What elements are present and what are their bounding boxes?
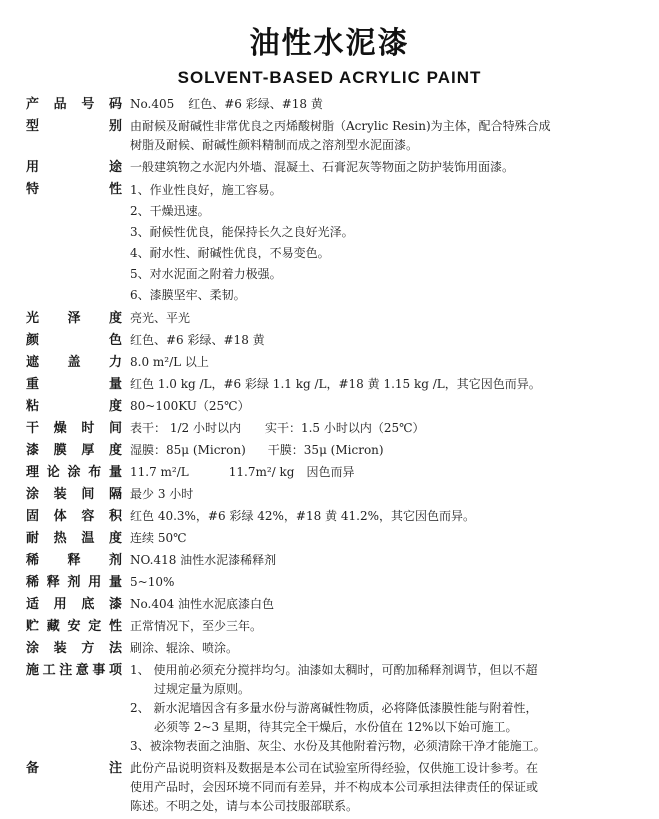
row-recoat-interval [26, 485, 636, 504]
row-remarks [26, 759, 636, 816]
remarks-line: 使用产品时，会因环境不同而有差异，并不构成本公司承担法律责任的保证或 [130, 780, 539, 794]
value-color: 红色、#6 彩绿、#18 黄 [130, 333, 265, 347]
value-application: 刷涂、辊涂、喷涂。 [130, 641, 239, 655]
label-solids: 固 体 容 积 [26, 509, 122, 524]
row-weight [26, 375, 636, 394]
row-theoretical-coverage [26, 463, 636, 482]
row-type [26, 117, 636, 155]
feature-item: 4、耐水性、耐碱性优良，不易变色。 [130, 246, 330, 260]
value-precautions [130, 661, 636, 756]
row-gloss [26, 309, 636, 328]
feature-item: 5、对水泥面之附着力极强。 [130, 267, 282, 281]
value-usage: 一般建筑物之水泥内外墙、混凝土、石膏泥灰等物面之防护装饰用面漆。 [130, 160, 515, 174]
value-recoat-interval: 最少 3 小时 [130, 487, 194, 501]
value-features [130, 180, 636, 306]
coverage-per-kg: 11.7m²/ kg [228, 465, 295, 479]
row-product-code [26, 95, 636, 114]
label-thinner-amount: 稀 释 剂 用 量 [26, 575, 122, 590]
value-heat-resistance: 连续 50℃ [130, 531, 187, 545]
label-heat-resistance: 耐 热 温 度 [26, 531, 122, 546]
feature-item: 6、漆膜坚牢、柔韧。 [130, 288, 246, 302]
label-theoretical-coverage: 理 论 涂 布 量 [26, 465, 122, 480]
spec-table [26, 95, 636, 819]
dry-film: 干膜：35μ (Micron) [267, 443, 384, 457]
value-thinner: NO.418 油性水泥漆稀释剂 [130, 553, 277, 567]
row-solids [26, 507, 636, 526]
wet-film: 湿膜：85μ (Micron) [130, 443, 246, 457]
row-heat-resistance [26, 529, 636, 548]
row-storage [26, 617, 636, 636]
type-line: 由耐候及耐碱性非常优良之丙烯酸树脂（Acrylic Resin)为主体，配合特殊合成 [130, 119, 551, 133]
row-thinner-amount [26, 573, 636, 592]
label-application: 涂 装 方 法 [26, 641, 122, 656]
surface-dry: 表干： 1/2 小时以内 [130, 421, 241, 435]
value-viscosity: 80~100KU（25℃） [130, 399, 250, 413]
value-coverage: 8.0 m²/L 以上 [130, 355, 209, 369]
value-weight: 红色 1.0 kg /L，#6 彩绿 1.1 kg /L，#18 黄 1.15 kg /L，其它因色而异。 [130, 377, 541, 391]
row-primer [26, 595, 636, 614]
coverage-per-liter: 11.7 m²/L [130, 465, 189, 479]
row-thinner [26, 551, 636, 570]
row-application [26, 639, 636, 658]
value-theoretical-coverage [130, 463, 636, 482]
label-coverage: 遮 盖 力 [26, 355, 122, 370]
remarks-line: 陈述。不明之处，请与本公司技服部联系。 [130, 799, 359, 813]
label-film-thickness: 漆 膜 厚 度 [26, 443, 122, 458]
remarks-line: 此份产品说明资料及数据是本公司在试验室所得经验，仅供施工设计参考。在 [130, 761, 539, 775]
row-features [26, 180, 636, 306]
feature-item: 1、作业性良好，施工容易。 [130, 183, 282, 197]
label-weight: 重 量 [26, 377, 122, 392]
row-precautions [26, 661, 636, 756]
value-film-thickness [130, 441, 636, 460]
value-drying-time [130, 419, 636, 438]
precaution-line: 1、 使用前必须充分搅拌均匀。油漆如太稠时，可酌加稀释剂调节，但以不超 [130, 663, 538, 677]
label-drying-time: 干 燥 时 间 [26, 421, 122, 436]
type-line: 树脂及耐候、耐碱性颜料精制而成之溶剂型水泥面漆。 [130, 138, 419, 152]
label-viscosity: 粘 度 [26, 399, 122, 414]
label-gloss: 光 泽 度 [26, 311, 122, 326]
label-features: 特 性 [26, 182, 122, 197]
label-usage: 用 途 [26, 160, 122, 175]
row-usage [26, 158, 636, 177]
row-viscosity [26, 397, 636, 416]
page-subtitle: SOLVENT-BASED ACRYLIC PAINT [177, 68, 482, 87]
value-thinner-amount: 5~10% [130, 575, 175, 589]
label-color: 颜 色 [26, 333, 122, 348]
hard-dry: 实干：1.5 小时以内（25℃） [264, 421, 425, 435]
value-storage: 正常情况下，至少三年。 [130, 619, 263, 633]
label-product-code: 产 品 号 码 [26, 97, 122, 112]
feature-item: 2、干燥迅速。 [130, 204, 210, 218]
value-remarks [130, 759, 636, 816]
row-coverage [26, 353, 636, 372]
precaution-line: 3、被涂物表面之油脂、灰尘、水份及其他附着污物，必须清除干净才能施工。 [130, 739, 546, 753]
row-film-thickness [26, 441, 636, 460]
label-type: 型 别 [26, 119, 122, 134]
precaution-line: 过规定量为原则。 [154, 682, 251, 696]
value-product-code [130, 95, 636, 114]
label-precautions: 施 工 注 意 事 项 [26, 663, 122, 678]
label-remarks: 备 注 [26, 761, 122, 776]
value-gloss: 亮光、平光 [130, 311, 191, 325]
value-type [130, 117, 636, 155]
precaution-line: 必须等 2~3 星期，待其完全干燥后，水份值在 12%以下始可施工。 [154, 720, 518, 734]
label-recoat-interval: 涂 装 间 隔 [26, 487, 122, 502]
value-primer: No.404 油性水泥底漆白色 [130, 597, 275, 611]
product-colors: 红色、#6 彩绿、#18 黄 [188, 97, 323, 111]
product-number: No.405 [130, 97, 175, 111]
feature-item: 3、耐候性优良，能保持长久之良好光泽。 [130, 225, 354, 239]
precaution-line: 2、 新水泥墙因含有多量水份与游离碱性物质，必将降低漆膜性能与附着性， [130, 701, 538, 715]
label-storage: 贮 藏 安 定 性 [26, 619, 122, 634]
coverage-note: 因色而异 [306, 465, 355, 479]
page-title: 油性水泥漆 [249, 26, 410, 61]
label-primer: 适 用 底 漆 [26, 597, 122, 612]
label-thinner: 稀 释 剂 [26, 553, 122, 568]
value-solids: 红色 40.3%，#6 彩绿 42%，#18 黄 41.2%，其它因色而异。 [130, 509, 476, 523]
row-drying-time [26, 419, 636, 438]
row-color [26, 331, 636, 350]
